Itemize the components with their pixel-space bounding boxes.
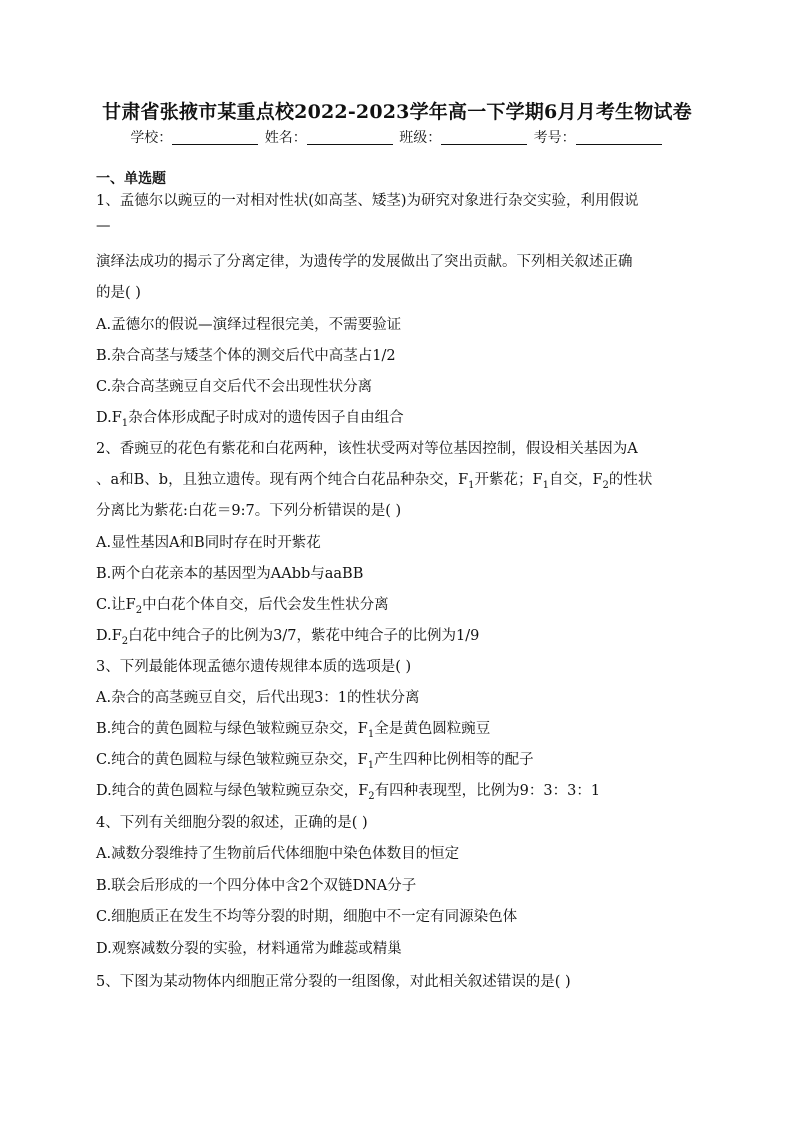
q1-option-a: A.孟德尔的假说—演绎过程很完美，不需要验证 bbox=[96, 317, 402, 333]
q4-option-c: C.细胞质正在发生不均等分裂的时期，细胞中不一定有同源染色体 bbox=[96, 909, 518, 925]
q3-stem: 3、下列最能体现孟德尔遗传规律本质的选项是( ) bbox=[96, 659, 412, 675]
q1-stem-line4: 的是( ) bbox=[96, 285, 141, 301]
q5-stem: 5、下图为某动物体内细胞正常分裂的一组图像，对此相关叙述错误的是( ) bbox=[96, 974, 571, 990]
number-blank bbox=[576, 130, 662, 145]
q2-option-d: $D.F_2$白花中纯合子的比例为3/7，紫花中纯合子的比例为1/9 bbox=[96, 628, 480, 647]
name-label: 姓名： bbox=[264, 130, 307, 146]
class-label: 班级： bbox=[399, 130, 442, 146]
exam-title: 甘肃省张掖市某重点校2022-2023学年高一下学期6月月考生物试卷 bbox=[102, 101, 692, 123]
q2-stem-line1: 2、香豌豆的花色有紫花和白花两种，该性状受两对等位基因控制，假设相关基因为A bbox=[96, 441, 638, 457]
q1-stem-line3: 演绎法成功的揭示了分离定律，为遗传学的发展做出了突出贡献。下列相关叙述正确 bbox=[96, 254, 633, 270]
q4-option-b: B.联会后形成的一个四分体中含2个双链DNA分子 bbox=[96, 878, 417, 894]
q4-stem: 4、下列有关细胞分裂的叙述，正确的是( ) bbox=[96, 815, 368, 831]
number-label: 考号： bbox=[533, 130, 576, 146]
q1-stem-line1: 1、孟德尔以豌豆的一对相对性状(如高茎、矮茎)为研究对象进行杂交实验，利用假说 bbox=[96, 193, 639, 209]
q3-option-d: D.纯合的黄色圆粒与绿色皱粒豌豆杂交，$F_2$有四种表现型，比例为9：3：3：1 bbox=[96, 783, 601, 802]
q3-option-a: A.杂合的高茎豌豆自交，后代出现3：1的性状分离 bbox=[96, 690, 420, 706]
school-blank bbox=[172, 130, 258, 145]
q2-option-b: B.两个白花亲本的基因型为AAbb与aaBB bbox=[96, 566, 364, 582]
q1-option-d: $D.F_1$杂合体形成配子时成对的遗传因子自由组合 bbox=[96, 410, 404, 429]
school-label: 学校： bbox=[130, 130, 173, 146]
q2-stem-line3: 分离比为紫花:白花＝9:7。下列分析错误的是( ) bbox=[96, 503, 402, 519]
q2-option-c: C.让$F_2$中白花个体自交，后代会发生性状分离 bbox=[96, 597, 389, 616]
q2-stem-line2: 、a和B、b，且独立遗传。现有两个纯合白花品种杂交，$F_1$开紫花；$F_1$自交，$F_2$的性状 bbox=[96, 472, 653, 491]
section-heading: 一、单选题 bbox=[96, 171, 166, 187]
q4-option-d: D.观察减数分裂的实验，材料通常为雌蕊或精巢 bbox=[96, 941, 402, 957]
q1-option-b: B.杂合高茎与矮茎个体的测交后代中高茎占1/2 bbox=[96, 348, 396, 364]
q1-option-c: C.杂合高茎豌豆自交后代不会出现性状分离 bbox=[96, 379, 373, 395]
q1-stem-line2: — bbox=[96, 218, 111, 234]
q3-option-c: C.纯合的黄色圆粒与绿色皱粒豌豆杂交，$F_1$产生四种比例相等的配子 bbox=[96, 752, 534, 771]
q2-option-a: A.显性基因A和B同时存在时开紫花 bbox=[96, 535, 321, 551]
q3-option-b: B.纯合的黄色圆粒与绿色皱粒豌豆杂交，$F_1$全是黄色圆粒豌豆 bbox=[96, 721, 491, 740]
name-blank bbox=[307, 130, 393, 145]
q4-option-a: A.减数分裂维持了生物前后代体细胞中染色体数目的恒定 bbox=[96, 846, 460, 862]
class-blank bbox=[441, 130, 527, 145]
student-info-row bbox=[0, 127, 794, 147]
